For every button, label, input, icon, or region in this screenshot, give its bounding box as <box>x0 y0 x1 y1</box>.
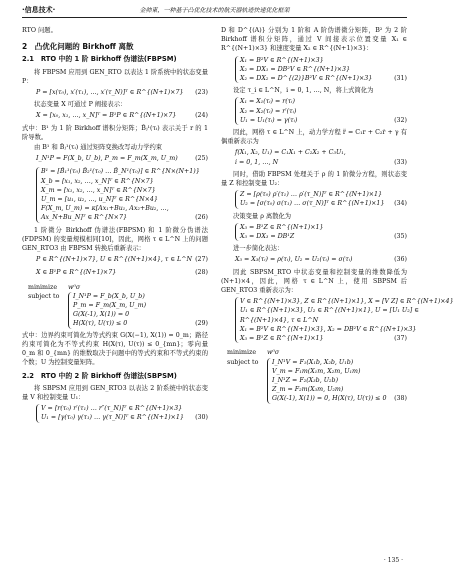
paragraph: 由 B¹ 和 B̂ⱼ¹(τᵢ) 通过矩阵变换改写动力学约束 <box>34 144 163 152</box>
page-number: · 135 · <box>383 557 403 564</box>
objective-row <box>28 283 182 292</box>
equation-23 <box>22 87 208 98</box>
paragraph: 同时，借助 FBPSM 处理关于 ρ 的 1 阶微分方程，则状态变量 Z 和控制变量 U₂： <box>221 170 407 188</box>
equation-number: (28) <box>195 269 208 277</box>
equation-line: X₃ = B¹Z ∈ R^{(N+1)×1} <box>240 335 324 343</box>
constraint: H(X(τ), U(τ)) ≤ 0 <box>73 320 128 328</box>
equation-number: (25) <box>195 155 208 163</box>
paragraph: 决策变量 ρ 离散化为 <box>233 212 292 220</box>
constraint: G(X(-1), X(1)) = 0 <box>73 311 130 319</box>
subject-to-label: subject to <box>227 358 259 366</box>
equation-number: (36) <box>394 256 407 264</box>
equation-line: X₁ = B²V ∈ R^{(N+1)×3} <box>240 56 324 64</box>
equation-number: (24) <box>195 112 208 120</box>
equation-26 <box>22 166 208 223</box>
equation-line: f(X₁, X₂, U₁) = C₁X₁ + C₂X₂ + C₃U₁, <box>235 149 346 157</box>
constraint: V_m = F₁m(X₁m, X₂m, U₁m) <box>272 367 361 375</box>
equation-number: (38) <box>394 395 407 403</box>
equation-brace <box>235 190 385 208</box>
section-heading: 2 凸优化问题的 Birkhoff 离散 <box>22 42 134 52</box>
equation-number: (33) <box>394 158 407 166</box>
equation-28 <box>22 267 208 278</box>
constraints <box>68 292 146 329</box>
paragraph: 将 FBPSM 应用到 GEN_RTO 以表达 1 阶系统中的状态变量 P： <box>22 68 208 85</box>
equation-brace <box>235 97 381 125</box>
paragraph: 式中：B¹ 为 1 阶 Birkhoff 谱积分矩阵；B̂ⱼ¹(τᵢ) 表示关于 r 的 1 阶导数。 <box>22 124 208 141</box>
equation-brace <box>235 56 381 84</box>
equation-30 <box>22 403 208 423</box>
equation-line: U₁ = U₁(τᵢ) = γ(τᵢ) <box>240 116 298 124</box>
equation-line: B¹ = [B̂₁¹(τ₀) B̂₂¹(τ₀) … B̂_N¹(τ₀)] ∈ R^{N×(N+1)} <box>41 168 200 176</box>
equation-line: V = [r(τ₀) r′(τ₁) … r″(τ_N)]ᵀ ∈ R^{(N+1)×3} <box>41 405 183 413</box>
equation-text: P ∈ R^{(N+1)×7}, U ∈ R^{(N+1)×4}, τ ∈ L^N <box>36 256 193 264</box>
equation-line: Ax_N+Bu_N]ᵀ ∈ R^{N×7} <box>41 214 127 222</box>
equation-37 <box>221 296 454 344</box>
equation-33 <box>221 147 407 167</box>
equation-35 <box>221 222 407 242</box>
equation-text: I_N¹P = F(X_b, U_b), P_m = F_m(X_m, U_m) <box>36 155 178 163</box>
equation-number: (37) <box>394 335 407 343</box>
equation-line: R^{(N+1)×4}, τ ∈ L^N <box>240 316 319 324</box>
constraint: I_N¹V = F₁(X₁b, X₂b, U₁b) <box>272 358 354 366</box>
header-rule <box>22 17 407 18</box>
equation-number: (26) <box>195 214 208 222</box>
subject-to-label: subject to <box>28 292 60 300</box>
equation-line: i = 0, 1, …, N <box>235 158 279 166</box>
subsection-heading: 2.1 RTO 中的 1 阶 Birkhoff 伪谱法(FBPSM) <box>22 55 177 64</box>
equation-number: (32) <box>394 116 407 124</box>
equation-text: P = [x(τ₀), x′(τ₁), …, x′(τ_N)]ᵀ ∈ R^{(N+1)×7} <box>36 89 184 97</box>
right-column <box>221 26 454 406</box>
equation-brace <box>235 223 381 241</box>
paragraph: 状态变量 X 可通过 P 阐接表示： <box>34 101 127 109</box>
equation-text: X ∈ B¹P ∈ R^{(N+1)×7} <box>36 269 117 277</box>
equation-line: Z = [ρ(τ₀) ρ′(τ₁) … ρ′(τ_N)]ᵀ ∈ R^{(N+1)×1} <box>240 191 383 199</box>
paragraph: D 和 D^{(A)} 分别为 1 阶和 A 阶伪谱微分矩阵，B² 为 2 阶 Birkhoff 谱积分矩阵，通过 V 间接表示位置变量 X₁ ∈ R^{(N+1)×3} 和速度变量 X₂ ∈ R^{(N+1)×3}： <box>221 27 407 53</box>
objective: w⁰σ <box>68 283 81 291</box>
equation-text: X₃ = X₃(τᵢ) = ρ(τᵢ), U₂ = U₂(τᵢ) = σ(τᵢ) <box>235 256 353 264</box>
equation-number: (27) <box>195 256 208 264</box>
section-label: ·信息技术· <box>22 6 56 14</box>
constraint: Z_m = F₂m(X₃m, U₂m) <box>272 386 344 394</box>
paragraph: RTO 问题。 <box>22 27 57 34</box>
equation-number: (23) <box>195 89 208 97</box>
equation-line: X₁ = B²V ∈ R^{(N+1)×3}, X₂ = DB²V ∈ R^{(N+1)×3} <box>240 325 417 333</box>
equation-line: X₂ = X₂(τᵢ) = r′(τᵢ) <box>240 107 297 115</box>
paragraph: 因此，网格 τ ∈ L^N 上，动力学方程 r̈ = C₁r + C₂ṙ + γ 有偶重新表示为 <box>221 129 407 146</box>
equation-line: U₁ = [γ(τ₀) γ(τ₁) … γ(τ_N)]ᵀ ∈ R^{(N+1)×1} <box>41 414 184 422</box>
subsection-heading: 2.2 RTO 中的 2 阶 Birkhoff 伪谱法(SBPSM) <box>22 371 177 380</box>
equation-text: X = [x₀, x₁, …, x_N]ᵀ = B¹P ∈ R^{(N+1)×7} <box>36 112 177 120</box>
constraint: I_N¹P = F_b(X_b, U_b) <box>73 292 145 300</box>
equation-line: X₂ = DX₂ = D^{(2)}B²V ∈ R^{(N+1)×3} <box>240 75 373 83</box>
equation-line: X₃ = DX₃ = DB¹Z <box>240 233 295 241</box>
equation-line: V ∈ R^{(N+1)×3}, Z ∈ R^{(N+1)×1}, X = [V Z] ∈ R^{(N+1)×4} <box>240 298 454 306</box>
equation-24 <box>22 110 208 121</box>
optimization-problem-29 <box>22 281 208 331</box>
equation-34 <box>221 189 407 209</box>
paragraph: 1 阶微分 Birkhoff 伪谱法(FBPSM) 和 1 阶微分伪谱法(FDPSM) 的变量规模相同[10]，因此，网格 τ ∈ L^N 上的问题 GEN_RTO3 由 FBPSM 转换后重新表示： <box>22 226 208 253</box>
equation-number: (31) <box>394 75 407 83</box>
equation-line: X_b = [x₁, x₂, …, x_N]ᵀ ∈ R^{N×7} <box>41 177 154 185</box>
equation-line: X₃ = B¹Z ∈ R^{(N+1)×1} <box>240 223 324 231</box>
minimize-label: minimize <box>28 283 58 291</box>
running-header <box>22 6 407 16</box>
equation-36 <box>221 254 407 265</box>
equation-number: (29) <box>195 320 208 328</box>
paragraph: 进一步简化表达： <box>233 245 284 253</box>
equation-25 <box>22 153 208 164</box>
paragraph: 设定 τ_i ∈ L^N，i = 0, 1, …, N，将上式简化为 <box>233 87 374 95</box>
equation-number: (34) <box>394 200 407 208</box>
equation-line: X₂ = DX₁ = DB²V ∈ R^{(N+1)×3} <box>240 65 351 73</box>
constraints-row <box>227 358 387 404</box>
equation-line: X₁ = X₁(τᵢ) = r(τᵢ) <box>240 98 295 106</box>
equation-line: U₁ ∈ R^{(N+1)×3}, U₂ ∈ R^{(N+1)×1}, U = [U₁ U₂] ∈ <box>240 307 419 315</box>
left-column <box>22 26 208 426</box>
equation-number: (30) <box>195 414 208 422</box>
equation-32 <box>221 96 407 126</box>
equation-number: (35) <box>394 233 407 241</box>
equation-line: U_m = [u₁, u₂, …, u_N]ᵀ ∈ R^{N×4} <box>41 196 158 204</box>
equation-31 <box>221 55 407 85</box>
paragraph: 因此 SBPSM_RTO 中状态变量和控制变量的维数降低为 (N+1)×4，因此，网格 τ ∈ L^N 上，使用 SBPSM 后 GEN_RTO3 重新表示为： <box>221 268 407 295</box>
constraint: G(X(-1), X(1)) = 0, H(X(τ), U(τ)) ≤ 0 <box>272 395 387 403</box>
equation-brace <box>36 167 200 222</box>
optimization-problem-38 <box>221 346 407 405</box>
equation-line: F(X_m, U_m) = κ[Ax₁+Bu₁, Ax₂+Bu₂, …, <box>41 205 169 213</box>
constraint: P_m = F_m(X_m, U_m) <box>73 302 147 310</box>
minimize-label: minimize <box>227 349 257 357</box>
paragraph: 将 SBPSM 应用到 GEN_RTO3 以表达 2 阶系统中的状态变量 V 和控制变量 U₁： <box>22 384 208 401</box>
constraint: I_N¹Z = F₂(X₃b, U₂b) <box>272 376 339 384</box>
equation-line: U₂ = [σ(τ₀) σ(τ₁) … σ(τ_N)]ᵀ ∈ R^{(N+1)×1} <box>240 200 385 208</box>
running-title: 金帅東，一种基于凸优化技术的航天器轨迹快速优化框架 <box>139 7 290 14</box>
equation-27 <box>22 254 208 265</box>
paragraph: 式中：边界约束可简化为等式约束 G(X(−1), X(1)) = 0_m；路径约束可简化为不等式约束 H(X(τ), U(τ)) ≤ 0_{mn}；零向量 0_m 和 0_{mn} 的维数取决于问题中的等式约束和不等式约束的个数；U 为控制变量矩阵。 <box>22 331 208 367</box>
equation-brace <box>36 404 182 422</box>
objective-row <box>227 348 381 357</box>
objective: w⁰σ <box>267 349 280 357</box>
constraints-row <box>28 292 182 329</box>
constraints <box>267 358 386 404</box>
equation-line: X_m = [x₁, x₂, …, x_N]ᵀ ∈ R^{N×7} <box>41 186 156 194</box>
